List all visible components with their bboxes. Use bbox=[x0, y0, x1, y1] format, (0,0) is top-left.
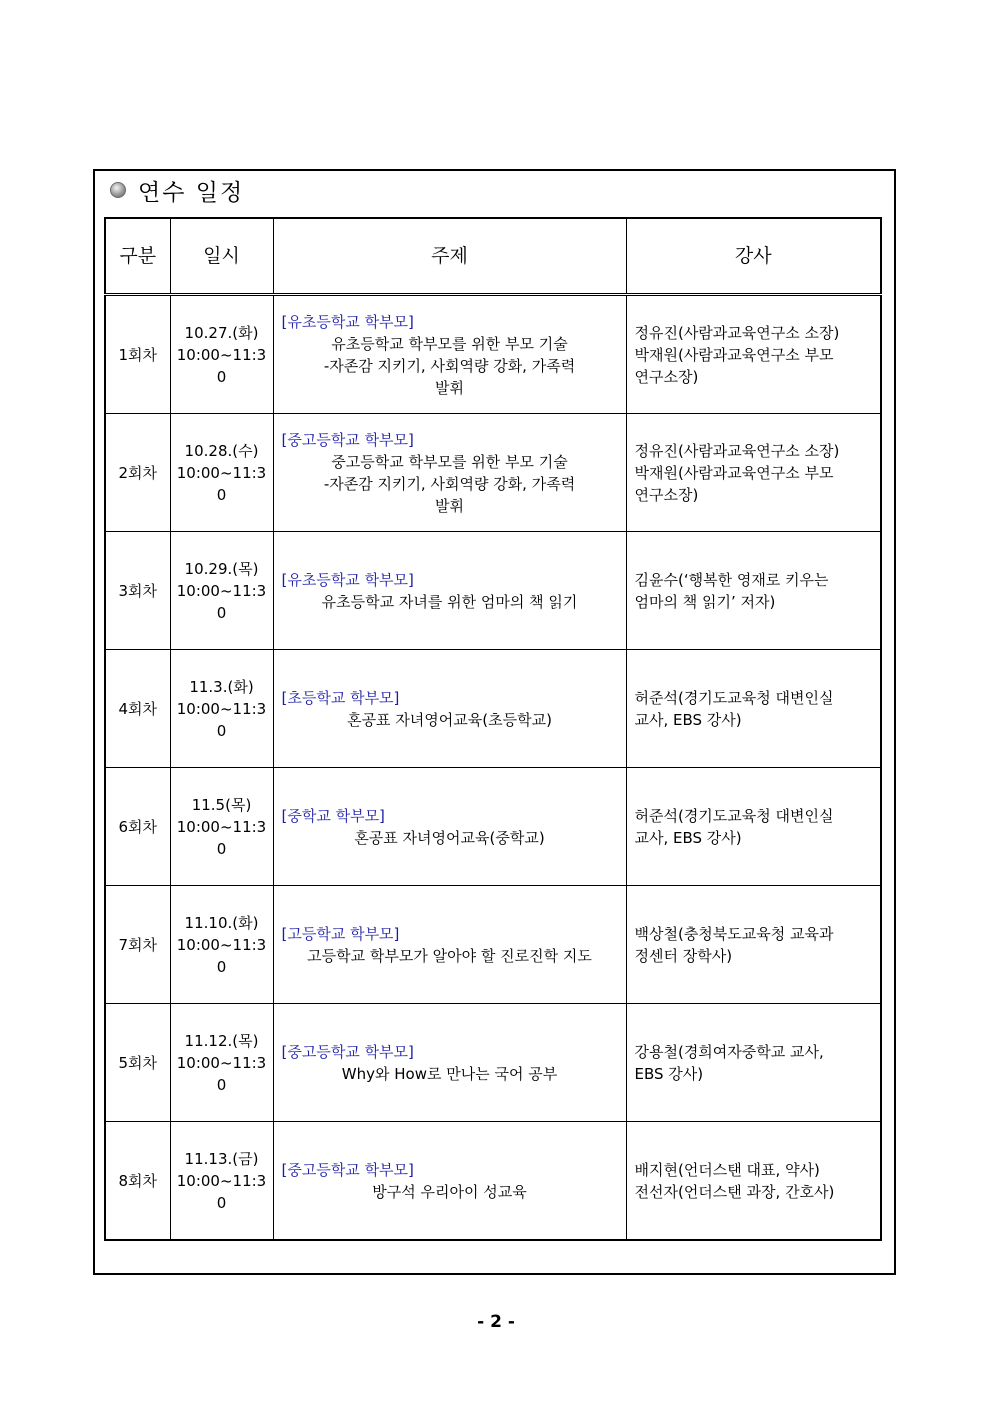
instructor-line: 허준석(경기도교육청 대변인실 bbox=[634, 688, 834, 707]
date-text: 11.3.(화) bbox=[189, 677, 254, 696]
topic-cell bbox=[273, 1122, 626, 1241]
topic-title: 유초등학교 자녀를 위한 엄마의 책 읽기 bbox=[321, 592, 578, 611]
instructor-cell bbox=[626, 768, 881, 886]
page-number: - 2 - bbox=[477, 1312, 515, 1332]
topic-title: 고등학교 학부모가 알아야 할 진로진학 지도 bbox=[307, 946, 592, 965]
instructor-cell bbox=[626, 295, 881, 414]
topic-cell bbox=[273, 295, 626, 414]
date-text: 11.5(목) bbox=[191, 795, 252, 814]
instructor-line: 강용철(경희여자중학교 교사, bbox=[634, 1042, 824, 1061]
instructor-cell bbox=[626, 414, 881, 532]
topic-subtitle: -자존감 지키기, 사회역량 강화, 가족력 bbox=[323, 356, 576, 375]
topic-subtitle-cont: 발휘 bbox=[435, 496, 464, 515]
date-cell bbox=[170, 768, 273, 886]
date-text: 10.29.(목) bbox=[184, 559, 259, 578]
time-text-cont: 0 bbox=[216, 367, 227, 386]
time-text-cont: 0 bbox=[216, 1193, 227, 1212]
time-text: 10:00~11:3 bbox=[176, 935, 267, 954]
date-text: 11.12.(목) bbox=[184, 1031, 259, 1050]
date-cell bbox=[170, 1122, 273, 1241]
date-cell bbox=[170, 886, 273, 1004]
time-text: 10:00~11:3 bbox=[176, 1053, 267, 1072]
round-cell: 7회차 bbox=[105, 886, 170, 1004]
time-text-cont: 0 bbox=[216, 603, 227, 622]
round-cell: 2회차 bbox=[105, 414, 170, 532]
time-text: 10:00~11:3 bbox=[176, 581, 267, 600]
audience-label: [중고등학교 학부모] bbox=[281, 1042, 414, 1061]
instructor-cell bbox=[626, 532, 881, 650]
table-row bbox=[105, 768, 881, 886]
topic-title: 유초등학교 학부모를 위한 부모 기술 bbox=[331, 334, 568, 353]
audience-label: [유초등학교 학부모] bbox=[281, 312, 414, 331]
instructor-line: 정센터 장학사) bbox=[634, 946, 733, 965]
audience-label: [초등학교 학부모] bbox=[281, 688, 400, 707]
instructor-line: 허준석(경기도교육청 대변인실 bbox=[634, 806, 834, 825]
table-row bbox=[105, 532, 881, 650]
header-round: 구분 bbox=[105, 218, 170, 295]
table-row bbox=[105, 1122, 881, 1241]
time-text-cont: 0 bbox=[216, 485, 227, 504]
instructor-line: EBS 강사) bbox=[634, 1064, 704, 1083]
audience-label: [유초등학교 학부모] bbox=[281, 570, 414, 589]
time-text: 10:00~11:3 bbox=[176, 1171, 267, 1190]
instructor-line: 연구소장) bbox=[634, 485, 699, 504]
table-row bbox=[105, 650, 881, 768]
circle-bullet-icon bbox=[110, 182, 126, 198]
instructor-cell bbox=[626, 886, 881, 1004]
instructor-line: 정유진(사람과교육연구소 소장) bbox=[634, 441, 840, 460]
section-title: 연수 일정 bbox=[138, 179, 245, 206]
topic-cell bbox=[273, 768, 626, 886]
topic-title: 혼공표 자녀영어교육(초등학교) bbox=[347, 710, 552, 729]
table-header-row bbox=[105, 218, 881, 295]
date-text: 11.10.(화) bbox=[184, 913, 259, 932]
audience-label: [고등학교 학부모] bbox=[281, 924, 400, 943]
topic-title: Why와 How로 만나는 국어 공부 bbox=[341, 1064, 558, 1083]
time-text: 10:00~11:3 bbox=[176, 463, 267, 482]
table-row bbox=[105, 295, 881, 414]
time-text: 10:00~11:3 bbox=[176, 345, 267, 364]
topic-title: 중고등학교 학부모를 위한 부모 기술 bbox=[331, 452, 568, 471]
date-text: 10.27.(화) bbox=[184, 323, 259, 342]
round-cell: 3회차 bbox=[105, 532, 170, 650]
topic-cell bbox=[273, 886, 626, 1004]
table-row bbox=[105, 414, 881, 532]
instructor-cell bbox=[626, 650, 881, 768]
date-cell bbox=[170, 650, 273, 768]
instructor-line: 배지현(언더스탠 대표, 약사) bbox=[634, 1160, 820, 1179]
date-cell bbox=[170, 1004, 273, 1122]
topic-title: 방구석 우리아이 성교육 bbox=[372, 1182, 527, 1201]
time-text-cont: 0 bbox=[216, 839, 227, 858]
round-cell: 4회차 bbox=[105, 650, 170, 768]
audience-label: [중고등학교 학부모] bbox=[281, 430, 414, 449]
time-text-cont: 0 bbox=[216, 957, 227, 976]
time-text-cont: 0 bbox=[216, 1075, 227, 1094]
round-cell: 5회차 bbox=[105, 1004, 170, 1122]
topic-cell bbox=[273, 650, 626, 768]
instructor-line: 김윤수(‘행복한 영재로 키우는 bbox=[634, 570, 829, 589]
audience-label: [중고등학교 학부모] bbox=[281, 1160, 414, 1179]
instructor-cell bbox=[626, 1004, 881, 1122]
table-row bbox=[105, 1004, 881, 1122]
topic-subtitle: -자존감 지키기, 사회역량 강화, 가족력 bbox=[323, 474, 576, 493]
table-row bbox=[105, 886, 881, 1004]
time-text: 10:00~11:3 bbox=[176, 817, 267, 836]
date-cell bbox=[170, 414, 273, 532]
instructor-line: 전선자(언더스탠 과장, 간호사) bbox=[634, 1182, 835, 1201]
instructor-line: 박재원(사람과교육연구소 부모 bbox=[634, 345, 834, 364]
date-cell bbox=[170, 295, 273, 414]
round-cell: 8회차 bbox=[105, 1122, 170, 1241]
schedule-table bbox=[104, 217, 882, 1241]
topic-cell bbox=[273, 414, 626, 532]
header-topic: 주제 bbox=[273, 218, 626, 295]
audience-label: [중학교 학부모] bbox=[281, 806, 385, 825]
instructor-cell bbox=[626, 1122, 881, 1241]
topic-title: 혼공표 자녀영어교육(중학교) bbox=[354, 828, 545, 847]
date-cell bbox=[170, 532, 273, 650]
date-text: 10.28.(수) bbox=[184, 441, 259, 460]
instructor-line: 정유진(사람과교육연구소 소장) bbox=[634, 323, 840, 342]
header-instructor: 강사 bbox=[626, 218, 881, 295]
round-cell: 6회차 bbox=[105, 768, 170, 886]
topic-cell bbox=[273, 1004, 626, 1122]
instructor-line: 교사, EBS 강사) bbox=[634, 828, 742, 847]
date-text: 11.13.(금) bbox=[184, 1149, 259, 1168]
time-text-cont: 0 bbox=[216, 721, 227, 740]
round-cell: 1회차 bbox=[105, 295, 170, 414]
instructor-line: 박재원(사람과교육연구소 부모 bbox=[634, 463, 834, 482]
instructor-line: 백상철(충청북도교육청 교육과 bbox=[634, 924, 834, 943]
topic-subtitle-cont: 발휘 bbox=[435, 378, 464, 397]
instructor-line: 엄마의 책 읽기’ 저자) bbox=[634, 592, 776, 611]
time-text: 10:00~11:3 bbox=[176, 699, 267, 718]
topic-cell bbox=[273, 532, 626, 650]
instructor-line: 연구소장) bbox=[634, 367, 699, 386]
section-heading bbox=[110, 174, 244, 206]
instructor-line: 교사, EBS 강사) bbox=[634, 710, 742, 729]
header-date: 일시 bbox=[170, 218, 273, 295]
